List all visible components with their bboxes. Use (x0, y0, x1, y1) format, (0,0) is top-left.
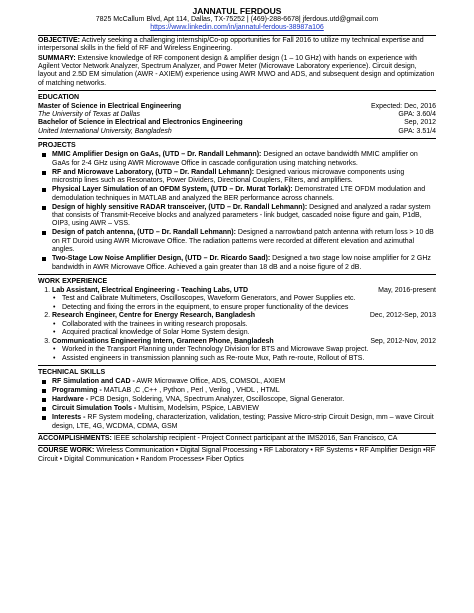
project-description: Designed a narrowband patch antenna with return loss > 10 dB on RT Duroid using AWR Microwave Office. The radiation patterns were recorded at different elevation and azimuthal angles. (52, 229, 434, 254)
skills-list (38, 378, 436, 431)
degree-date: Sep, 2012 (404, 119, 436, 127)
job-bullet: • Detecting and fixing the errors in the equipment, to ensure proper functionality of the devices (62, 304, 436, 312)
summary-label: SUMMARY: (38, 54, 76, 62)
education-entry (38, 119, 436, 136)
accomplishments-text: IEEE scholarship recipient - Project Connect participant at the IMS2016, San Francisco, CA (111, 434, 398, 442)
gpa: GPA: 3.60/4 (398, 111, 436, 119)
degree-date: Expected: Dec, 2016 (371, 102, 436, 110)
school: The University of Texas at Dallas (38, 111, 141, 119)
section-divider (38, 365, 436, 366)
job-bullets (52, 295, 436, 312)
education-entry (38, 103, 436, 120)
job-date: Sep, 2012-Nov, 2012 (370, 337, 436, 345)
skill-label: RF Simulation and CAD - (52, 378, 135, 386)
section-divider (38, 445, 436, 446)
skill-label: Interests - (52, 414, 86, 422)
project-item (52, 151, 436, 168)
skill-text: RF System modeling, characterization, validation, testing; Passive Micro-strip Circuit Design, mm – wave Circuit design, LTE, 4G, WCDMA, CDMA, GSM (52, 414, 434, 430)
skill-label: Hardware - (52, 396, 89, 404)
project-title: RF and Microwave Laboratory, (UTD – Dr. Randall Lehmann): (52, 168, 255, 176)
resume-page (38, 6, 436, 465)
section-divider (38, 90, 436, 91)
skill-text: PCB Design, Soldering, VNA, Spectrum Analyzer, Oscilloscope, Signal Generator. (88, 396, 345, 404)
accomplishments-label: ACCOMPLISHMENTS: (38, 434, 112, 442)
candidate-name: JANNATUL FERDOUS (192, 6, 282, 16)
skill-item (52, 396, 436, 404)
job-bullet: • Test and Calibrate Multimeters, Oscilloscopes, Waveform Generators, and Power Supplies etc. (62, 295, 436, 303)
project-title: Design of patch antenna, (UTD – Dr. Randall Lehmann): (52, 229, 236, 237)
project-title: MMIC Amplifier Design on GaAs, (UTD – Dr. Randall Lehmann): (52, 151, 262, 159)
skill-item (52, 405, 436, 413)
projects-heading: PROJECTS (38, 142, 76, 150)
objective-section (38, 37, 436, 54)
jobs-list (38, 287, 436, 363)
job-item (52, 287, 436, 312)
education-heading: EDUCATION (38, 94, 80, 102)
projects-list (38, 151, 436, 272)
skill-text: Multisim, Modelsim, PSpice, LABVIEW (136, 405, 259, 413)
job-bullet: • Collaborated with the trainees in writing research proposals. (62, 321, 436, 329)
job-bullet: • Acquired practical knowledge of Solar Home System design. (62, 329, 436, 337)
section-divider (38, 274, 436, 275)
project-item (52, 204, 436, 229)
coursework-text: Wireless Communication • Digital Signal Processing • RF Laboratory • RF Systems • RF Amplifier Design •RF Circuit • Digital Communication • Random Processes• Fiber Optics (38, 447, 435, 463)
skill-item (52, 387, 436, 395)
objective-label: OBJECTIVE: (38, 36, 81, 44)
section-divider (38, 433, 436, 434)
project-title: Physical Layer Simulation of an OFDM System, (UTD – Dr. Murat Torlak): (52, 186, 293, 194)
degree: Bachelor of Science in Electrical and Electronics Engineering (38, 119, 243, 127)
project-item (52, 169, 436, 186)
project-item (52, 229, 436, 254)
skill-label: Programming - (52, 387, 102, 395)
project-item (52, 186, 436, 203)
accomplishments-section (38, 435, 436, 443)
project-description: Designed an octave bandwidth MMIC amplifier on GaAs for 2-4 GHz using AWR Microwave Office in cascade configuration using matching networks. (52, 151, 418, 167)
skill-item (52, 414, 436, 431)
skills-heading: TECHNICAL SKILLS (38, 369, 106, 377)
gpa: GPA: 3.51/4 (398, 127, 436, 135)
job-item (52, 338, 436, 363)
skill-text: AWR Microwave Office, ADS, COMSOL, AXIEM (134, 378, 286, 386)
work-heading: WORK EXPERIENCE (38, 277, 108, 285)
summary-text: Extensive knowledge of RF component design & amplifier design (1 – 10 GHz) with hands on experience with Agilent Vector Network Analyzer, Spectrum Analyzer, and Power Meter (Microwave Laboratory experience). Circuit design, layout and 2.5D EM simulation (AWR - AXIEM) experience using AWR MWO and ADS, and subsequent design and optimization of matching networks. (38, 54, 435, 87)
job-bullets (52, 321, 436, 338)
project-item (52, 255, 436, 272)
job-date: May, 2016-present (378, 286, 436, 294)
coursework-label: COURSE WORK: (38, 447, 95, 455)
job-title: 2. Research Engineer, Centre for Energy Research, Bangladesh (52, 312, 256, 320)
project-title: Two-Stage Low Noise Amplifier Design, (UTD – Dr. Ricardo Saad): (52, 255, 271, 263)
summary-section (38, 55, 436, 89)
project-description: Demonstrated LTE OFDM modulation and demodulation techniques in MATLAB and analyzed the BER performance across channels. (52, 186, 426, 202)
skill-text: MATLAB ,C ,C++ , Python , Perl , Verilog , VHDL , HTML (101, 387, 280, 395)
linkedin-link[interactable]: https://www.linkedin.com/in/jannatul-ferdous-38987a106 (150, 24, 324, 32)
job-bullet: • Assisted engineers in transmission planning such as Re-route Mux, Path re-route, Rollout of BTS. (62, 355, 436, 363)
job-bullet: • Worked in the Transport Planning under Technology Division for BTS and Microwave Swap project. (62, 346, 436, 354)
project-description: Designed a two stage low noise amplifier for 2 GHz bandwidth in AWR Microwave Office. Achieved a gain greater than 18 dB and a noise figure of 2 dB. (52, 255, 431, 271)
project-title: Design of highly sensitive RADAR transceiver, (UTD – Dr. Randall Lehmann): (52, 203, 308, 211)
project-description: Designed various microwave components using microstrip lines such as Resonators, Power Dividers, Directional Couplers, Filters, and amplifiers. (52, 168, 405, 185)
job-item (52, 312, 436, 337)
header-divider (38, 35, 436, 36)
objective-text: Actively seeking a challenging internship/Co-op opportunities for Fall 2016 to utilize my technical expertise and interpersonal skills in the field of RF and Wireless Engineering. (38, 36, 424, 53)
skill-item (52, 378, 436, 386)
section-divider (38, 138, 436, 139)
job-bullets (52, 346, 436, 363)
skill-label: Circuit Simulation Tools - (52, 405, 137, 413)
project-description: Designed and analyzed a radar system that consists of Transmit-Receive blocks and analyzed parameters - link budget, cascaded noise figure and gain, P1dB, OIP3, using AWR – VSS. (52, 203, 431, 228)
contact-line: 7825 McCallum Blvd, Apt 114, Dallas, TX-75252 | (469)-288-6678| jferdous.utd@gmail.com (95, 16, 379, 23)
school: United International University, Bangladesh (38, 127, 172, 135)
coursework-section (38, 447, 436, 464)
job-title: 1. Lab Assistant, Electrical Engineering - Teaching Labs, UTD (52, 286, 249, 294)
job-date: Dec, 2012-Sep, 2013 (369, 312, 436, 320)
job-title: 3. Communications Engineering Intern, Grameen Phone, Bangladesh (52, 337, 274, 345)
degree: Master of Science in Electrical Engineering (38, 102, 182, 110)
